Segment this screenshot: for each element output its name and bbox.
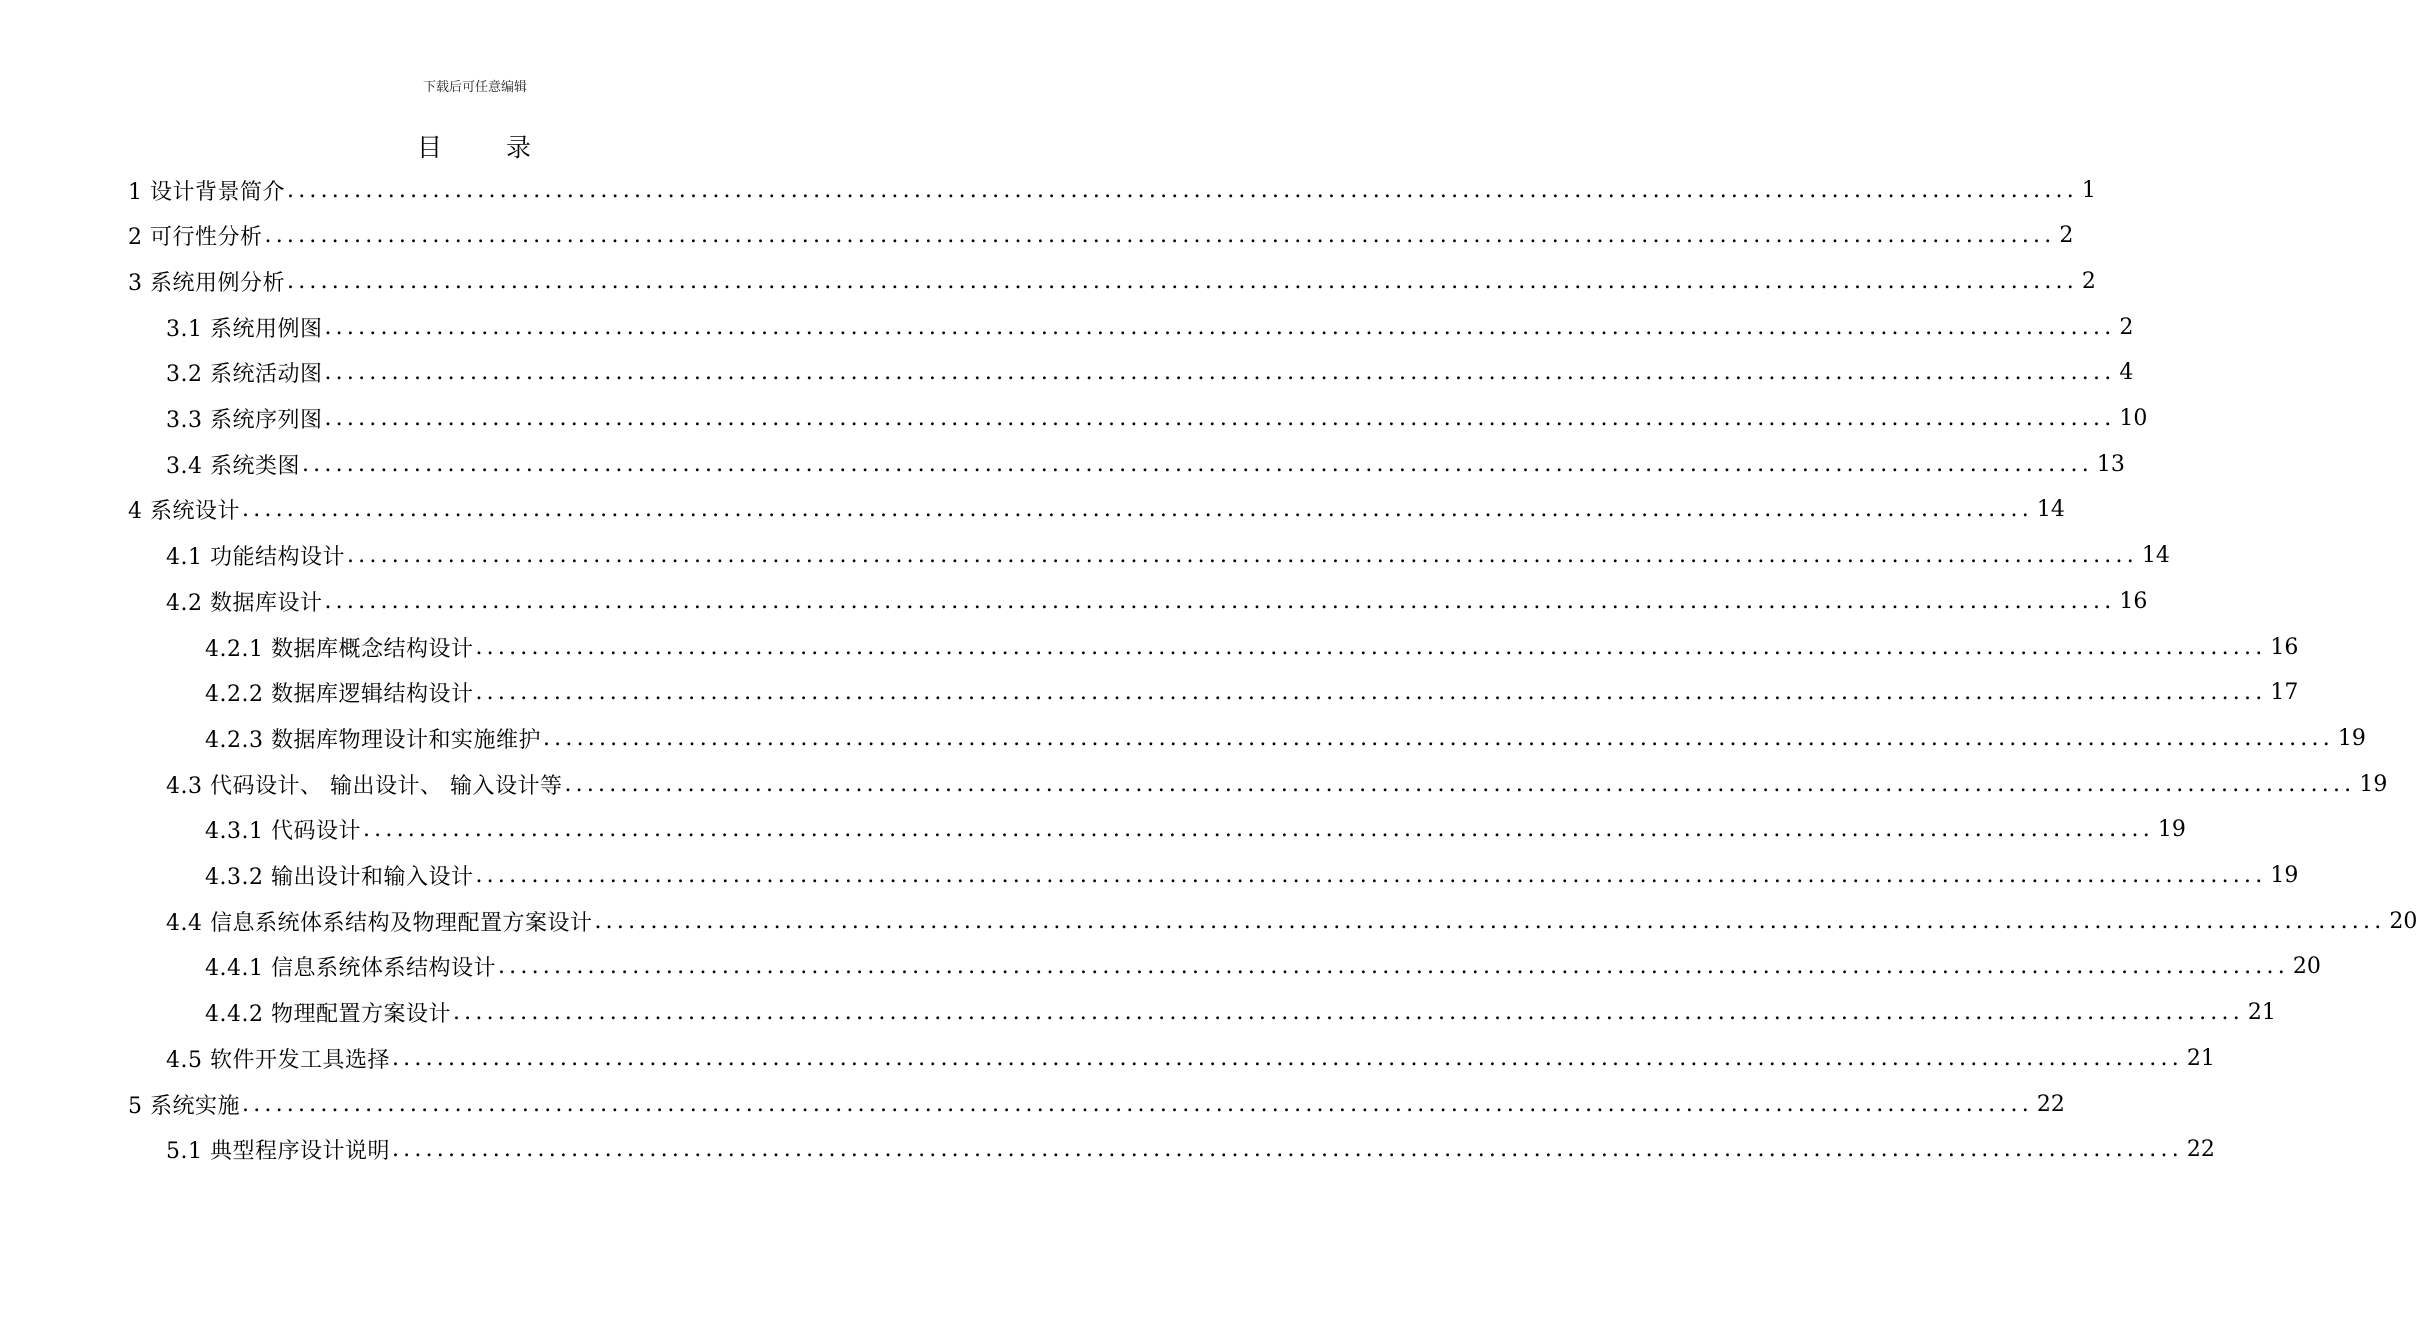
toc-dot-leader: ................................................................................................................................................................: [542, 725, 2334, 751]
toc-entry[interactable]: [166, 1128, 2215, 1172]
toc-entry-page: 2: [2081, 268, 2096, 294]
toc-dot-leader: ................................................................................................................................................................: [362, 817, 2154, 843]
toc-dot-leader: ................................................................................................................................................................: [475, 680, 2267, 706]
toc-entry[interactable]: [166, 534, 2170, 578]
toc-dot-leader: ................................................................................................................................................................: [324, 406, 2116, 431]
toc-entry[interactable]: [166, 899, 2417, 943]
toc-entry-label: 4.4 信息系统体系结构及物理配置方案设计: [166, 910, 593, 936]
toc-entry-page: 19: [2337, 725, 2366, 751]
toc-dot-leader: ................................................................................................................................................................: [287, 177, 2078, 203]
toc-entry[interactable]: [205, 991, 2276, 1035]
toc-entry[interactable]: [166, 1036, 2215, 1080]
toc-entry-page: 19: [2359, 771, 2388, 797]
toc-entry[interactable]: [128, 214, 2074, 258]
toc-entry-label: 4.3.2 输出设计和输入设计: [205, 865, 474, 890]
toc-entry[interactable]: [205, 716, 2366, 760]
toc-entry[interactable]: [128, 488, 2065, 532]
toc-entry-label: 4.5 软件开发工具选择: [166, 1047, 390, 1073]
toc-entry-page: 14: [2141, 543, 2170, 569]
toc-entry-label: 4.2.2 数据库逻辑结构设计: [205, 682, 474, 708]
toc-entry-label: 2 可行性分析: [128, 225, 263, 251]
toc-entry[interactable]: [205, 671, 2299, 715]
header-note: 下载后可任意编辑: [422, 80, 527, 95]
toc-entry-page: 2: [2119, 314, 2134, 340]
toc-dot-leader: ................................................................................................................................................................: [301, 451, 2093, 477]
toc-dot-leader: ................................................................................................................................................................: [391, 1045, 2183, 1071]
toc-entry[interactable]: [166, 397, 2148, 441]
toc-entry-label: 3.3 系统序列图: [166, 408, 323, 433]
toc-entry-page: 22: [2186, 1137, 2215, 1163]
toc-entry-label: 1 设计背景简介: [128, 179, 285, 205]
toc-entry[interactable]: [205, 808, 2186, 852]
toc-entry[interactable]: [128, 1082, 2065, 1126]
toc-entry-label: 4.2.1 数据库概念结构设计: [205, 636, 474, 662]
toc-dot-leader: ................................................................................................................................................................: [391, 1137, 2183, 1163]
toc-dot-leader: ................................................................................................................................................................: [242, 1091, 2033, 1117]
toc-entry[interactable]: [128, 168, 2096, 212]
toc-entry-page: 13: [2096, 451, 2125, 477]
toc-entry-label: 4.2 数据库设计: [166, 590, 323, 616]
toc-dot-leader: ................................................................................................................................................................: [324, 360, 2116, 386]
toc-entry-page: 19: [2157, 817, 2186, 843]
toc-entry-page: 22: [2036, 1091, 2065, 1117]
toc-dot-leader: ................................................................................................................................................................: [452, 1000, 2244, 1026]
toc-entry-label: 4.1 功能结构设计: [166, 545, 345, 571]
toc-dot-leader: ................................................................................................................................................................: [264, 223, 2056, 249]
toc-entry-label: 3 系统用例分析: [128, 270, 285, 296]
toc-entry-page: 2: [2059, 223, 2074, 249]
toc-entry-label: 4 系统设计: [128, 499, 240, 525]
toc-entry-page: 20: [2389, 908, 2417, 934]
toc-entry-label: 4.4.2 物理配置方案设计: [205, 1002, 451, 1028]
toc-title-right: 录: [506, 133, 534, 162]
toc-entry-label: 3.4 系统类图: [166, 453, 300, 479]
toc-dot-leader: ................................................................................................................................................................: [346, 543, 2138, 569]
toc-entry-label: 5 系统实施: [128, 1093, 240, 1119]
toc-entry-page: 14: [2036, 497, 2065, 523]
toc-entry[interactable]: [128, 259, 2096, 303]
toc-entry[interactable]: [166, 305, 2134, 349]
toc-entry-label: 3.1 系统用例图: [166, 316, 323, 342]
toc-title-left: 目: [416, 133, 444, 162]
toc-entry-page: 1: [2081, 177, 2096, 203]
toc-dot-leader: ................................................................................................................................................................: [242, 497, 2033, 523]
toc-dot-leader: ................................................................................................................................................................: [594, 908, 2386, 934]
toc-dot-leader: ................................................................................................................................................................: [324, 588, 2116, 614]
toc-entry-page: 17: [2270, 680, 2299, 706]
toc-entry[interactable]: [166, 762, 2388, 806]
toc-entry-label: 4.3.1 代码设计: [205, 819, 361, 845]
toc-entry[interactable]: [166, 351, 2134, 395]
toc-entry-page: 4: [2119, 360, 2134, 386]
toc-dot-leader: ................................................................................................................................................................: [564, 771, 2356, 797]
toc-entry[interactable]: [166, 442, 2125, 486]
toc-title: [0, 128, 950, 164]
toc-entry-label: 4.3 代码设计、 输出设计、 输入设计等: [166, 773, 563, 799]
toc-dot-leader: ................................................................................................................................................................: [475, 863, 2267, 888]
toc-entry-page: 19: [2270, 863, 2299, 888]
toc-entry-page: 21: [2247, 1000, 2276, 1026]
toc-entry-label: 4.2.3 数据库物理设计和实施维护: [205, 727, 541, 753]
toc-entry[interactable]: [205, 945, 2321, 989]
toc-entry-label: 5.1 典型程序设计说明: [166, 1139, 390, 1165]
toc-entry-page: 16: [2270, 634, 2299, 660]
toc-dot-leader: ................................................................................................................................................................: [475, 634, 2267, 660]
toc-entry-page: 21: [2186, 1045, 2215, 1071]
toc-dot-leader: ................................................................................................................................................................: [287, 268, 2078, 294]
toc-entry[interactable]: [205, 625, 2299, 669]
toc-entry-page: 20: [2292, 954, 2321, 980]
toc-entry-label: 4.4.1 信息系统体系结构设计: [205, 956, 496, 982]
toc-dot-leader: ................................................................................................................................................................: [497, 954, 2289, 980]
toc-entry-label: 3.2 系统活动图: [166, 362, 323, 388]
toc-entry[interactable]: [205, 854, 2299, 898]
toc-dot-leader: ................................................................................................................................................................: [324, 314, 2116, 340]
toc-entry-page: 16: [2119, 588, 2148, 614]
toc-entry-page: 10: [2119, 406, 2148, 431]
toc-entry[interactable]: [166, 579, 2148, 623]
